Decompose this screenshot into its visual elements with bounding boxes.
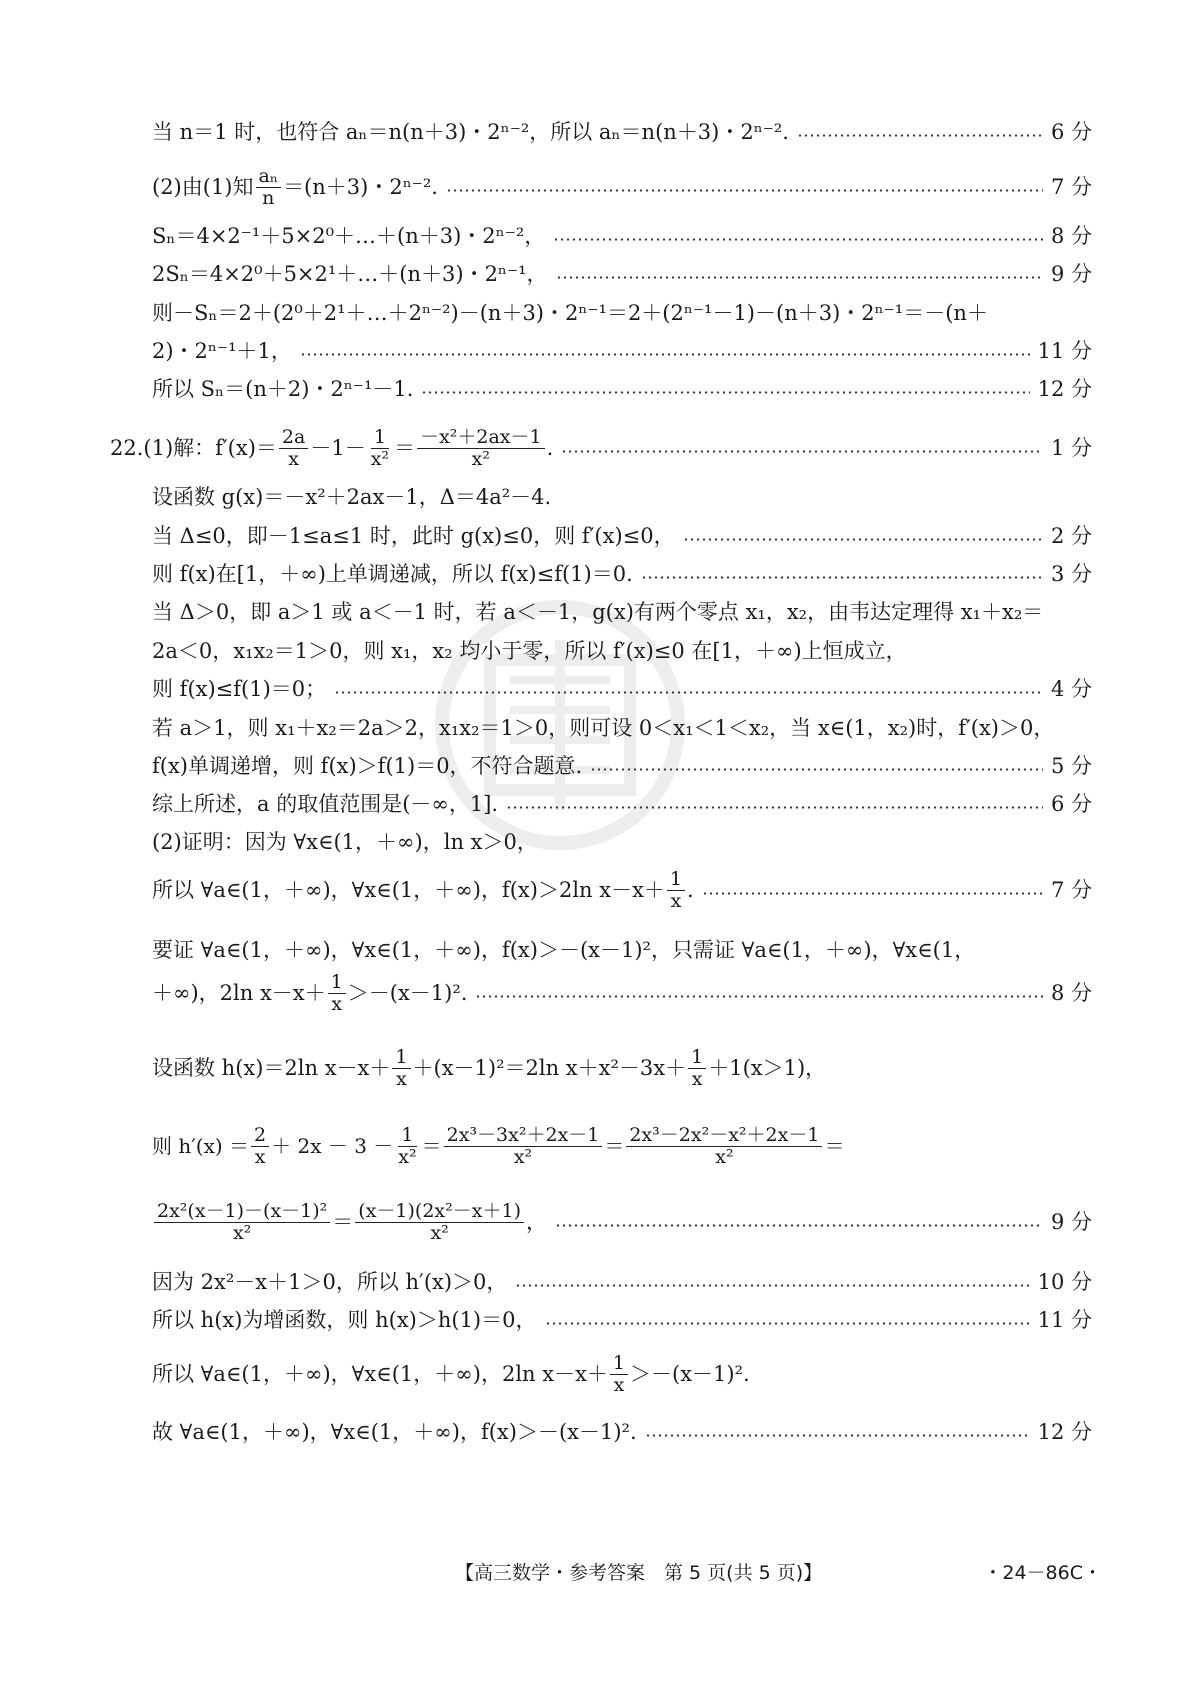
score-label: 12 分: [1037, 1419, 1092, 1444]
fraction-numerator: 2: [251, 1126, 269, 1147]
fraction-numerator: 2x²(x－1)－(x－1)²: [154, 1202, 330, 1223]
line-text: 故 ∀a∈(1，＋∞)，∀x∈(1，＋∞)，f(x)＞－(x－1)².: [152, 1419, 637, 1444]
fraction-denominator: x: [288, 447, 299, 470]
fraction-numerator: 1: [610, 1354, 628, 1375]
line-text: 综上所述，a 的取值范围是(－∞，1].: [152, 791, 499, 816]
line-text-pre: 设函数 h(x)＝2ln x－x＋: [152, 1055, 391, 1080]
line-text: 当 Δ≤0，即－1≤a≤1 时，此时 g(x)≤0，则 f′(x)≤0，: [152, 523, 675, 548]
line-text-mid: ＋(x－1)²＝2ln x＋x²－3x＋: [412, 1055, 687, 1080]
solution-line-5: [152, 293, 1092, 333]
fraction-an-over-n: [256, 164, 282, 209]
fraction-denominator: x: [331, 992, 343, 1015]
leader-dots: [797, 134, 1043, 137]
fraction-denominator: x: [254, 1145, 266, 1168]
solution-line-10: [152, 516, 1092, 556]
line-text: Sₙ＝4×2⁻¹＋5×2⁰＋…＋(n＋3)・2ⁿ⁻²，: [152, 223, 546, 248]
solution-line-17: [152, 784, 1092, 824]
leader-dots: [446, 189, 1043, 192]
line-text: 若 a＞1，则 x₁＋x₂＝2a＞2，x₁x₂＝1＞0，则可设 0＜x₁＜1＜x₂，当 x∈(1，x₂)时，f′(x)＞0，: [152, 715, 1055, 740]
score-label: 11 分: [1037, 1307, 1092, 1332]
line-text-post: .: [546, 435, 554, 460]
leader-dots: [590, 768, 1043, 771]
fraction-numerator: －x²＋2ax－1: [417, 428, 545, 449]
solution-line-23: [152, 1118, 1092, 1174]
fraction-numerator: 1: [392, 1048, 410, 1069]
line-text-mid: ＋ 2x － 3 －: [271, 1134, 394, 1158]
fraction-denominator: x²: [513, 1145, 533, 1168]
score-label: 8 分: [1050, 223, 1092, 248]
score-label: 3 分: [1050, 561, 1092, 586]
line-text-pre: 所以 ∀a∈(1，＋∞)，∀x∈(1，＋∞)，2ln x－x＋: [152, 1361, 608, 1386]
line-text-mid: －1－: [310, 435, 366, 460]
score-label: 6 分: [1050, 791, 1092, 816]
score-label: 9 分: [1050, 1209, 1092, 1234]
solution-line-6: [152, 331, 1092, 371]
fraction-numerator: 2a: [279, 428, 308, 449]
line-text-post: ，: [525, 1209, 547, 1234]
solution-line-22: [152, 1040, 1092, 1096]
score-label: 10 分: [1037, 1269, 1092, 1294]
leader-dots: [645, 1434, 1030, 1437]
fraction-numerator: 1: [667, 870, 685, 891]
fraction-2: [688, 1045, 706, 1090]
line-text-pre: 22.(1)解：f′(x)＝: [110, 435, 277, 460]
line-text-post: ＋1(x＞1)，: [708, 1055, 827, 1080]
leader-dots: [421, 391, 1029, 394]
solution-line-24: [152, 1194, 1092, 1250]
solution-line-9: [152, 477, 1092, 517]
line-text: 2a＜0，x₁x₂＝1＞0，则 x₁，x₂ 均小于零，所以 f′(x)≤0 在[1，＋∞)上恒成立，: [152, 638, 907, 663]
line-text: f(x)单调递增，则 f(x)＞f(1)＝0，不符合题意.: [152, 753, 583, 778]
fraction-1-over-x: [667, 867, 685, 912]
fraction-numerator: 1: [328, 973, 346, 994]
fraction-numerator: (x－1)(2x²－x＋1): [355, 1202, 524, 1223]
line-text-post: ＞－(x－1)².: [347, 980, 468, 1005]
solution-line-12: [152, 592, 1092, 632]
fraction-numerator: 1: [688, 1048, 706, 1069]
solution-line-15: [152, 708, 1092, 748]
leader-dots: [300, 353, 1030, 356]
line-text-pre: 则 h′(x) ＝: [152, 1134, 250, 1158]
solution-line-25: [152, 1262, 1092, 1302]
leader-dots: [334, 691, 1043, 694]
fraction-denominator: n: [262, 186, 275, 209]
solution-line-2: [152, 162, 1092, 212]
leader-dots: [556, 276, 1043, 279]
score-label: 6 分: [1050, 119, 1092, 144]
solution-line-3: [152, 216, 1092, 256]
solution-line-18: [152, 822, 1092, 862]
fraction-3: [417, 425, 545, 470]
fraction-2: [368, 425, 392, 470]
line-text: 所以 h(x)为增函数，则 h(x)＞h(1)＝0，: [152, 1307, 537, 1332]
leader-dots: [545, 1322, 1030, 1325]
line-text-post: ＝(n＋3)・2ⁿ⁻².: [283, 174, 438, 199]
solution-line-4: [152, 254, 1092, 294]
fraction-1-over-x: [610, 1351, 628, 1396]
fraction-denominator: x²: [715, 1145, 734, 1168]
score-label: 7 分: [1050, 174, 1092, 199]
line-text: 因为 2x²－x＋1＞0，所以 h′(x)＞0，: [152, 1269, 508, 1294]
footer-page-info: 【高三数学・参考答案 第 5 页(共 5 页)】: [455, 1562, 823, 1584]
solution-line-11: [152, 554, 1092, 594]
solution-line-14: [152, 669, 1092, 709]
solution-line-26: [152, 1300, 1092, 1340]
fraction-numerator: 1: [371, 428, 389, 449]
score-label: 7 分: [1050, 877, 1092, 902]
line-text-post: .: [687, 877, 694, 902]
line-text-post: ＞－(x－1)².: [630, 1361, 750, 1386]
line-text-pre: 所以 ∀a∈(1，＋∞)，∀x∈(1，＋∞)，f(x)＞2ln x－x＋: [152, 877, 665, 902]
leader-dots: [702, 892, 1043, 895]
leader-dots: [561, 450, 1043, 453]
leader-dots: [475, 995, 1043, 998]
fraction-numerator: 1: [398, 1126, 416, 1147]
fraction-denominator: x²: [471, 447, 491, 470]
line-text: 则 f(x)在[1，＋∞)上单调递减，所以 f(x)≤f(1)＝0.: [152, 561, 633, 586]
fraction-2: [395, 1123, 419, 1168]
solution-line-27: [152, 1346, 1092, 1402]
solution-line-7: [152, 369, 1092, 409]
score-label: 12 分: [1037, 376, 1092, 401]
fraction-denominator: x²: [232, 1221, 252, 1244]
solution-line-19: [152, 862, 1092, 918]
fraction-1: [251, 1123, 269, 1168]
line-text: 则 f(x)≤f(1)＝0；: [152, 676, 327, 701]
line-text: (2)证明：因为 ∀x∈(1，＋∞)，ln x＞0，: [152, 829, 538, 854]
line-text: 2)・2ⁿ⁻¹＋1，: [152, 338, 292, 363]
leader-dots: [506, 806, 1043, 809]
line-text-pre: (2)由(1)知: [152, 174, 254, 199]
fraction-numerator: 2x³－2x²－x²＋2x－1: [626, 1126, 822, 1147]
fraction-numerator: aₙ: [256, 167, 282, 188]
fraction-denominator: x: [670, 889, 682, 912]
line-text: 所以 Sₙ＝(n＋2)・2ⁿ⁻¹－1.: [152, 376, 414, 401]
leader-dots: [553, 238, 1043, 241]
equals-sign: ＝: [421, 1134, 442, 1158]
equals-sign: ＝: [394, 435, 416, 460]
solution-line-20: [152, 930, 1092, 970]
line-text: 当 Δ＞0，即 a＞1 或 a＜－1 时，若 a＜－1，g(x)有两个零点 x₁，x₂，由韦达定理得 x₁＋x₂＝: [152, 599, 1044, 624]
fraction-denominator: x: [691, 1067, 703, 1090]
line-text: 则－Sₙ＝2＋(2⁰＋2¹＋…＋2ⁿ⁻²)－(n＋3)・2ⁿ⁻¹＝2＋(2ⁿ⁻¹－1)－(n＋3)・2ⁿ⁻¹＝－(n＋: [152, 300, 988, 325]
line-text: 当 n＝1 时，也符合 aₙ＝n(n＋3)・2ⁿ⁻²，所以 aₙ＝n(n＋3)・2ⁿ⁻².: [152, 119, 789, 144]
solution-line-1: [152, 112, 1092, 152]
solution-line-13: [152, 631, 1092, 671]
fraction-denominator: x²: [430, 1221, 449, 1244]
leader-dots: [555, 1224, 1043, 1227]
line-text-post: ＝: [824, 1134, 845, 1158]
fraction-1-over-x: [328, 970, 346, 1015]
score-label: 2 分: [1050, 523, 1092, 548]
fraction-1: [279, 425, 308, 470]
leader-dots: [683, 538, 1043, 541]
footer-code: ・24－86C・: [983, 1562, 1102, 1584]
fraction-denominator: x²: [370, 447, 390, 470]
fraction-denominator: x: [613, 1373, 625, 1396]
solution-line-16: [152, 746, 1092, 786]
fraction-1: [392, 1045, 410, 1090]
fraction-denominator: x²: [398, 1145, 417, 1168]
equals-sign: ＝: [332, 1209, 354, 1234]
line-text: 设函数 g(x)＝－x²＋2ax－1，Δ＝4a²－4.: [152, 484, 552, 509]
solution-line-21: [152, 965, 1092, 1021]
score-label: 9 分: [1050, 261, 1092, 286]
score-label: 5 分: [1050, 753, 1092, 778]
line-text: 2Sₙ＝4×2⁰＋5×2¹＋…＋(n＋3)・2ⁿ⁻¹，: [152, 261, 548, 286]
solution-line-28: [152, 1412, 1092, 1452]
score-label: 4 分: [1050, 676, 1092, 701]
page-footer: [0, 1558, 1200, 1588]
score-label: 11 分: [1037, 338, 1092, 363]
fraction-3: [444, 1123, 603, 1168]
leader-dots: [641, 576, 1043, 579]
line-text-pre: ＋∞)，2ln x－x＋: [152, 980, 326, 1005]
equals-sign: ＝: [604, 1134, 625, 1158]
fraction-2: [355, 1199, 524, 1244]
score-label: 8 分: [1050, 980, 1092, 1005]
fraction-denominator: x: [396, 1067, 407, 1090]
fraction-4: [626, 1123, 822, 1168]
line-text: 要证 ∀a∈(1，＋∞)，∀x∈(1，＋∞)，f(x)＞－(x－1)²，只需证 ∀a∈(1，＋∞)，∀x∈(1，: [152, 937, 976, 962]
leader-dots: [515, 1284, 1029, 1287]
score-label: 1 分: [1050, 435, 1092, 460]
fraction-numerator: 2x³－3x²＋2x－1: [444, 1126, 603, 1147]
fraction-1: [154, 1199, 330, 1244]
problem-22-heading: [110, 420, 1092, 476]
